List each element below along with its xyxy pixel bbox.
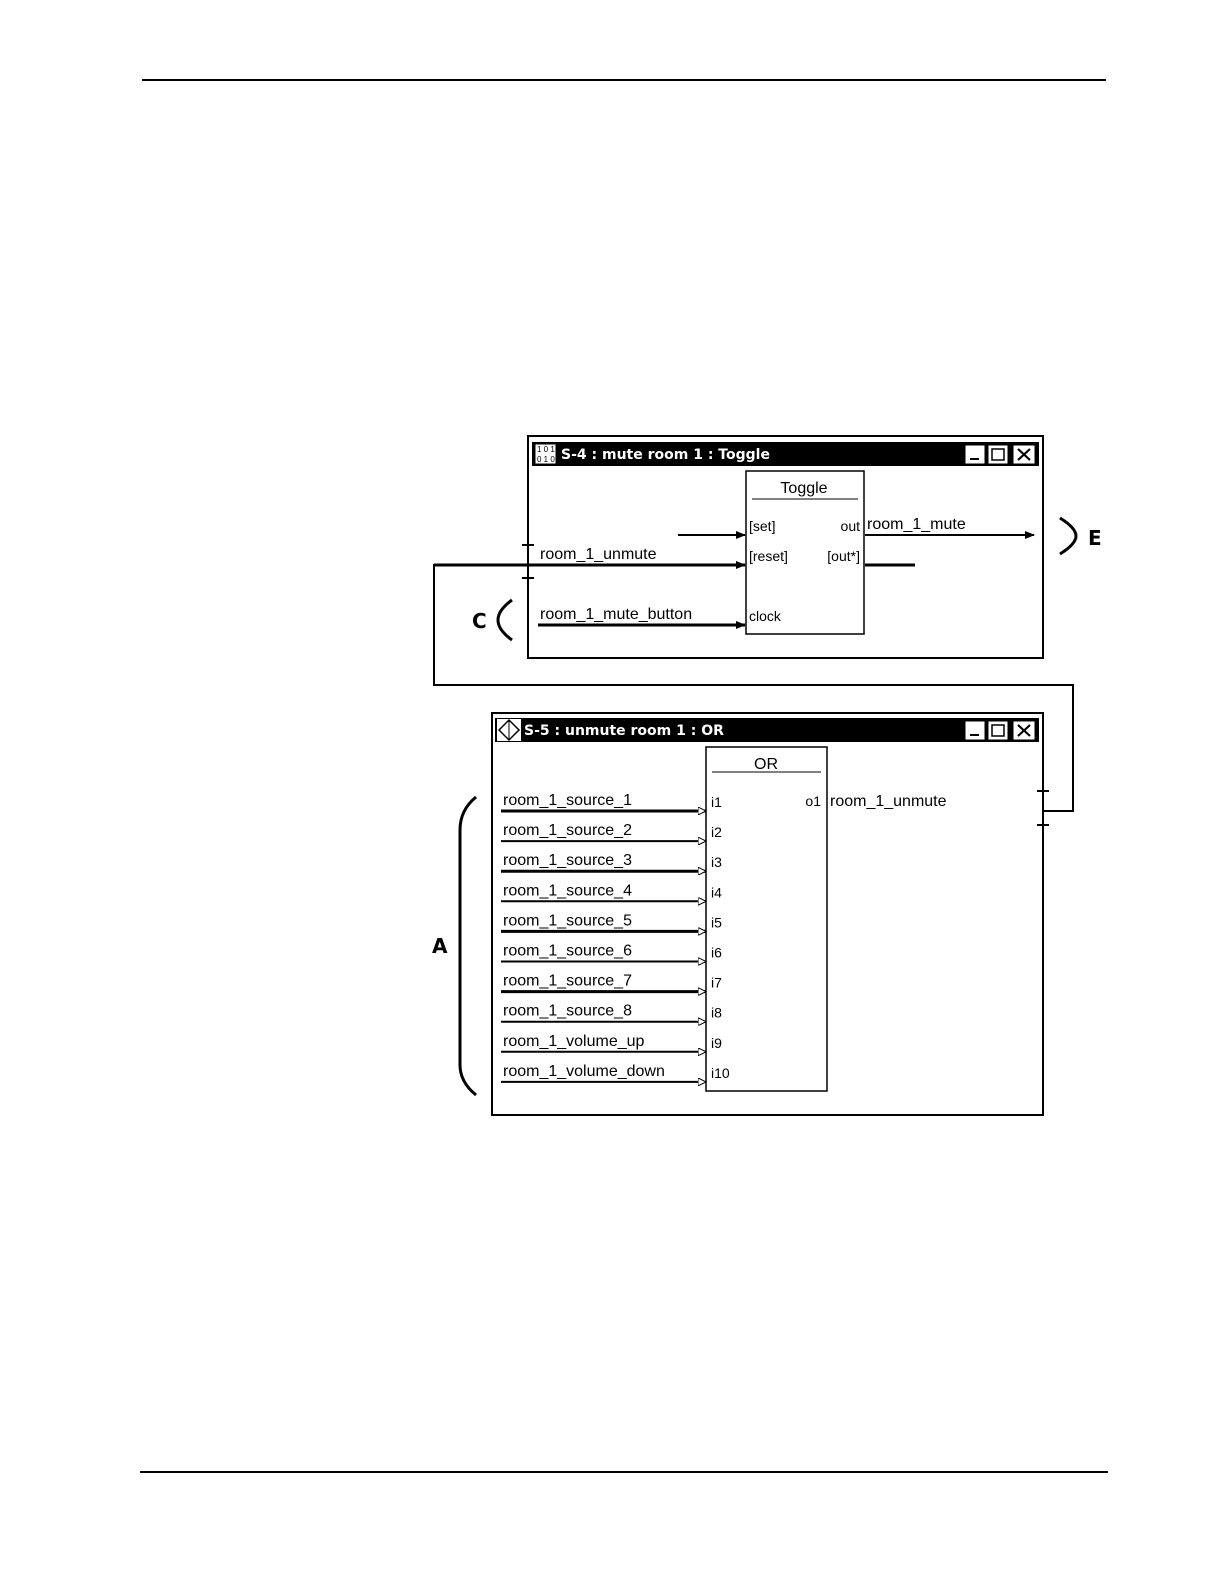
or-input-pin-10: i10 bbox=[711, 1064, 730, 1081]
minimize-button-s5[interactable] bbox=[965, 721, 985, 740]
minimize-button[interactable] bbox=[965, 445, 985, 464]
or-input-signal-label-10: room_1_volume_down bbox=[503, 1062, 665, 1080]
toggle-output-out: out bbox=[840, 518, 860, 534]
svg-text:1 0 1: 1 0 1 bbox=[537, 445, 555, 454]
callout-c bbox=[472, 600, 512, 640]
callout-e-label: E bbox=[1088, 526, 1102, 550]
or-input-pin-6: i6 bbox=[711, 944, 722, 961]
or-input-pin-5: i5 bbox=[711, 914, 722, 931]
signal-label-room-1-unmute-s5: room_1_unmute bbox=[830, 793, 947, 810]
callout-c-label: C bbox=[472, 609, 487, 633]
or-output-o1: o1 bbox=[805, 793, 821, 809]
or-input-pin-2: i2 bbox=[711, 824, 722, 841]
callout-a-label: A bbox=[432, 934, 448, 958]
or-input-signal-label-8: room_1_source_8 bbox=[503, 1002, 632, 1020]
toggle-input-reset: [reset] bbox=[749, 548, 788, 564]
window-s5[interactable] bbox=[492, 713, 1049, 1115]
signal-label-room-1-mute: room_1_mute bbox=[867, 516, 966, 533]
signal-label-room-1-mute-button: room_1_mute_button bbox=[540, 606, 693, 623]
or-input-signal-label-5: room_1_source_5 bbox=[503, 912, 632, 930]
program-icon bbox=[535, 444, 556, 464]
toggle-output-out-star: [out*] bbox=[827, 548, 860, 564]
window-s4-title: S-4 : mute room 1 : Toggle bbox=[561, 447, 770, 463]
window-s4[interactable] bbox=[522, 436, 1043, 658]
toggle-input-clock: clock bbox=[749, 608, 781, 624]
logic-icon bbox=[497, 719, 521, 741]
or-input-signal-label-3: room_1_source_3 bbox=[503, 852, 632, 870]
or-input-signal-label-2: room_1_source_2 bbox=[503, 822, 632, 840]
or-input-signal-label-4: room_1_source_4 bbox=[503, 882, 632, 900]
maximize-button-s5[interactable] bbox=[988, 721, 1008, 740]
signal-label-room-1-unmute-s4: room_1_unmute bbox=[540, 546, 657, 563]
close-button-s5[interactable] bbox=[1013, 721, 1035, 740]
or-input-signal-label-7: room_1_source_7 bbox=[503, 972, 632, 990]
toggle-block-name: Toggle bbox=[780, 480, 828, 497]
or-input-pin-4: i4 bbox=[711, 884, 722, 901]
or-input-pin-3: i3 bbox=[711, 854, 722, 871]
or-input-pin-7: i7 bbox=[711, 974, 722, 991]
or-block-name: OR bbox=[754, 756, 778, 773]
close-button[interactable] bbox=[1013, 445, 1035, 464]
or-input-pin-1: i1 bbox=[711, 794, 722, 810]
or-input-signal-label-1: room_1_source_1 bbox=[503, 792, 632, 809]
toggle-input-set: [set] bbox=[749, 518, 776, 534]
maximize-button[interactable] bbox=[988, 445, 1008, 464]
callout-a bbox=[432, 797, 476, 1095]
or-input-signal-label-9: room_1_volume_up bbox=[503, 1032, 645, 1050]
window-s5-title: S-5 : unmute room 1 : OR bbox=[524, 723, 724, 739]
svg-text:0 1 0: 0 1 0 bbox=[537, 455, 555, 464]
or-input-signal-label-6: room_1_source_6 bbox=[503, 942, 632, 960]
or-input-pin-9: i9 bbox=[711, 1034, 722, 1051]
callout-e bbox=[1060, 518, 1102, 554]
or-input-pin-8: i8 bbox=[711, 1004, 722, 1021]
